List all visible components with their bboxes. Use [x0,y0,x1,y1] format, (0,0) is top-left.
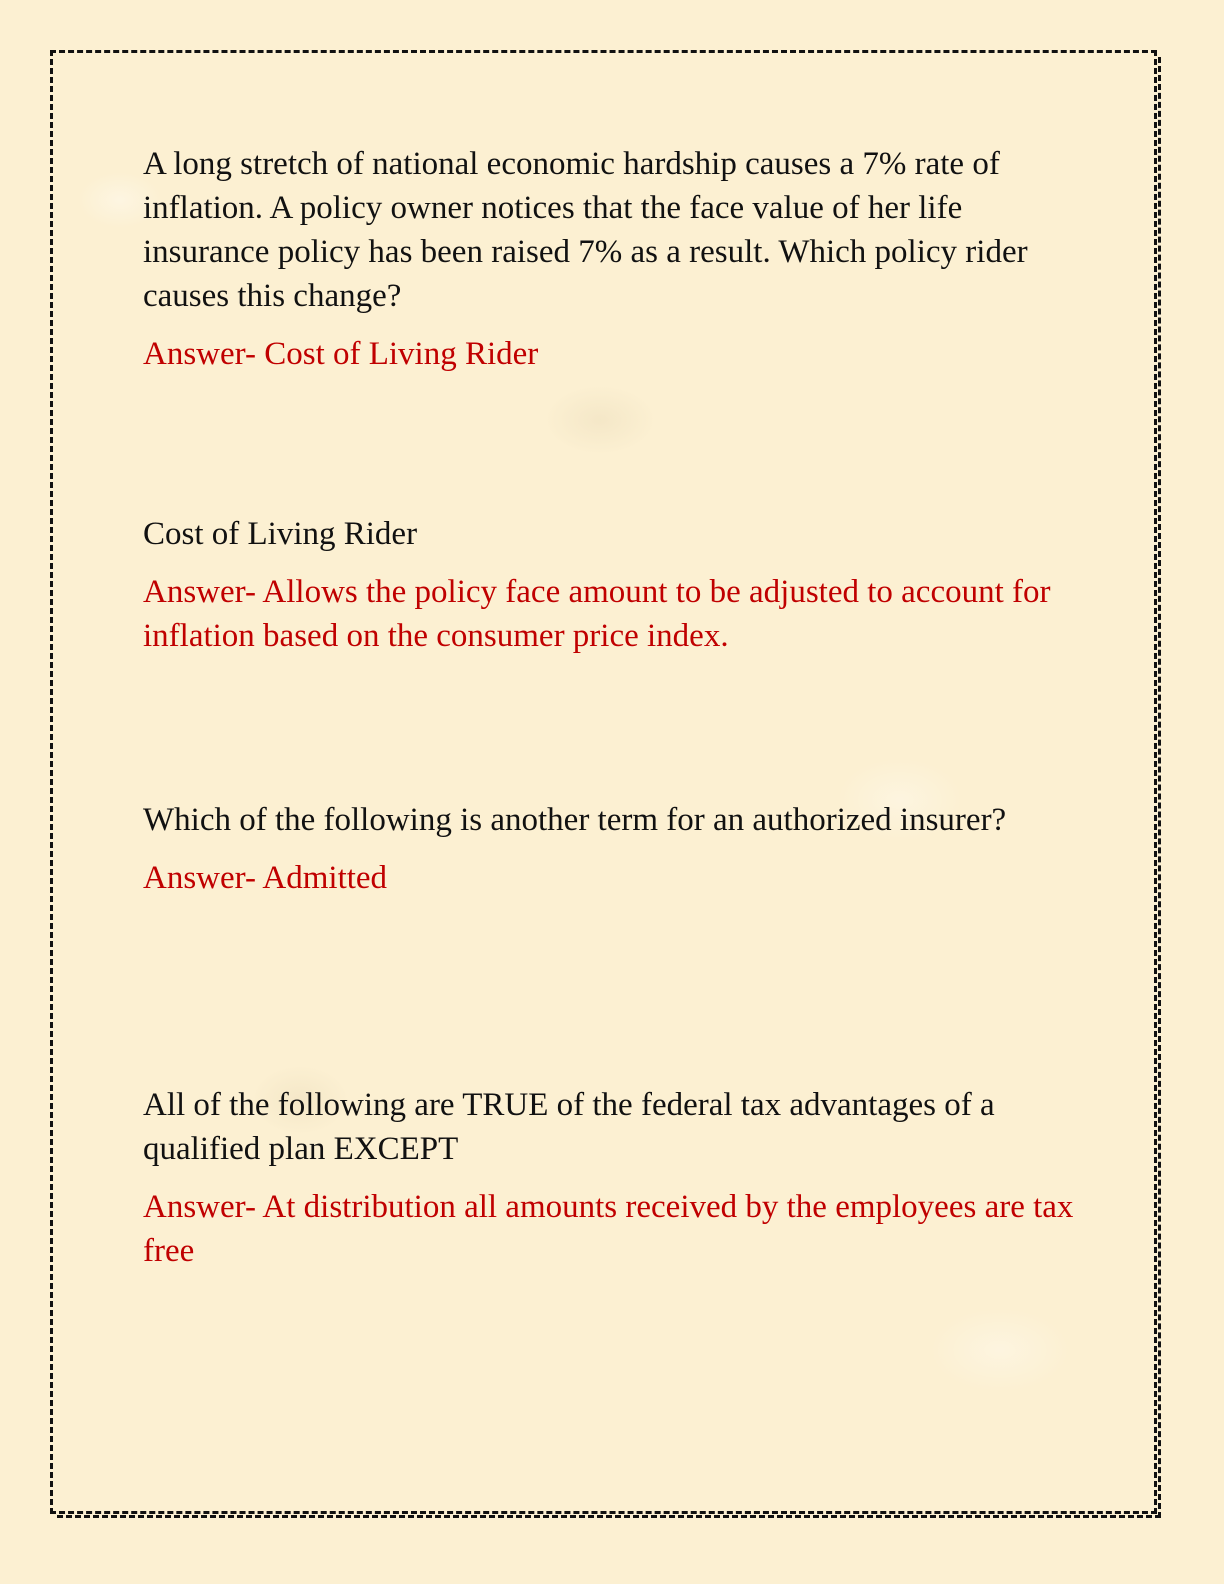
answer-text: Answer- Allows the policy face amount to be adjusted to account for inflation based on the consumer price index. [143,574,1051,654]
flashcard [143,142,1083,376]
answer-text: Answer- At distribution all amounts received by the employees are tax free [143,1189,1074,1269]
answer-text: Answer- Admitted [143,860,388,896]
question-text: Cost of Living Rider [143,516,418,552]
question-text: Which of the following is another term for an authorized insurer? [143,802,1007,838]
question-text: All of the following are TRUE of the federal tax advantages of a qualified plan EXCEPT [143,1087,995,1167]
question-text: A long stretch of national economic hardship causes a 7% rate of inflation. A policy owner notices that the face value of her life insurance policy has been raised 7% as a result. Which policy rider causes this change? [143,146,1028,314]
flashcard [143,1083,1083,1273]
answer-text: Answer- Cost of Living Rider [143,336,539,372]
flashcard [143,512,1083,658]
flashcard [143,798,1083,900]
